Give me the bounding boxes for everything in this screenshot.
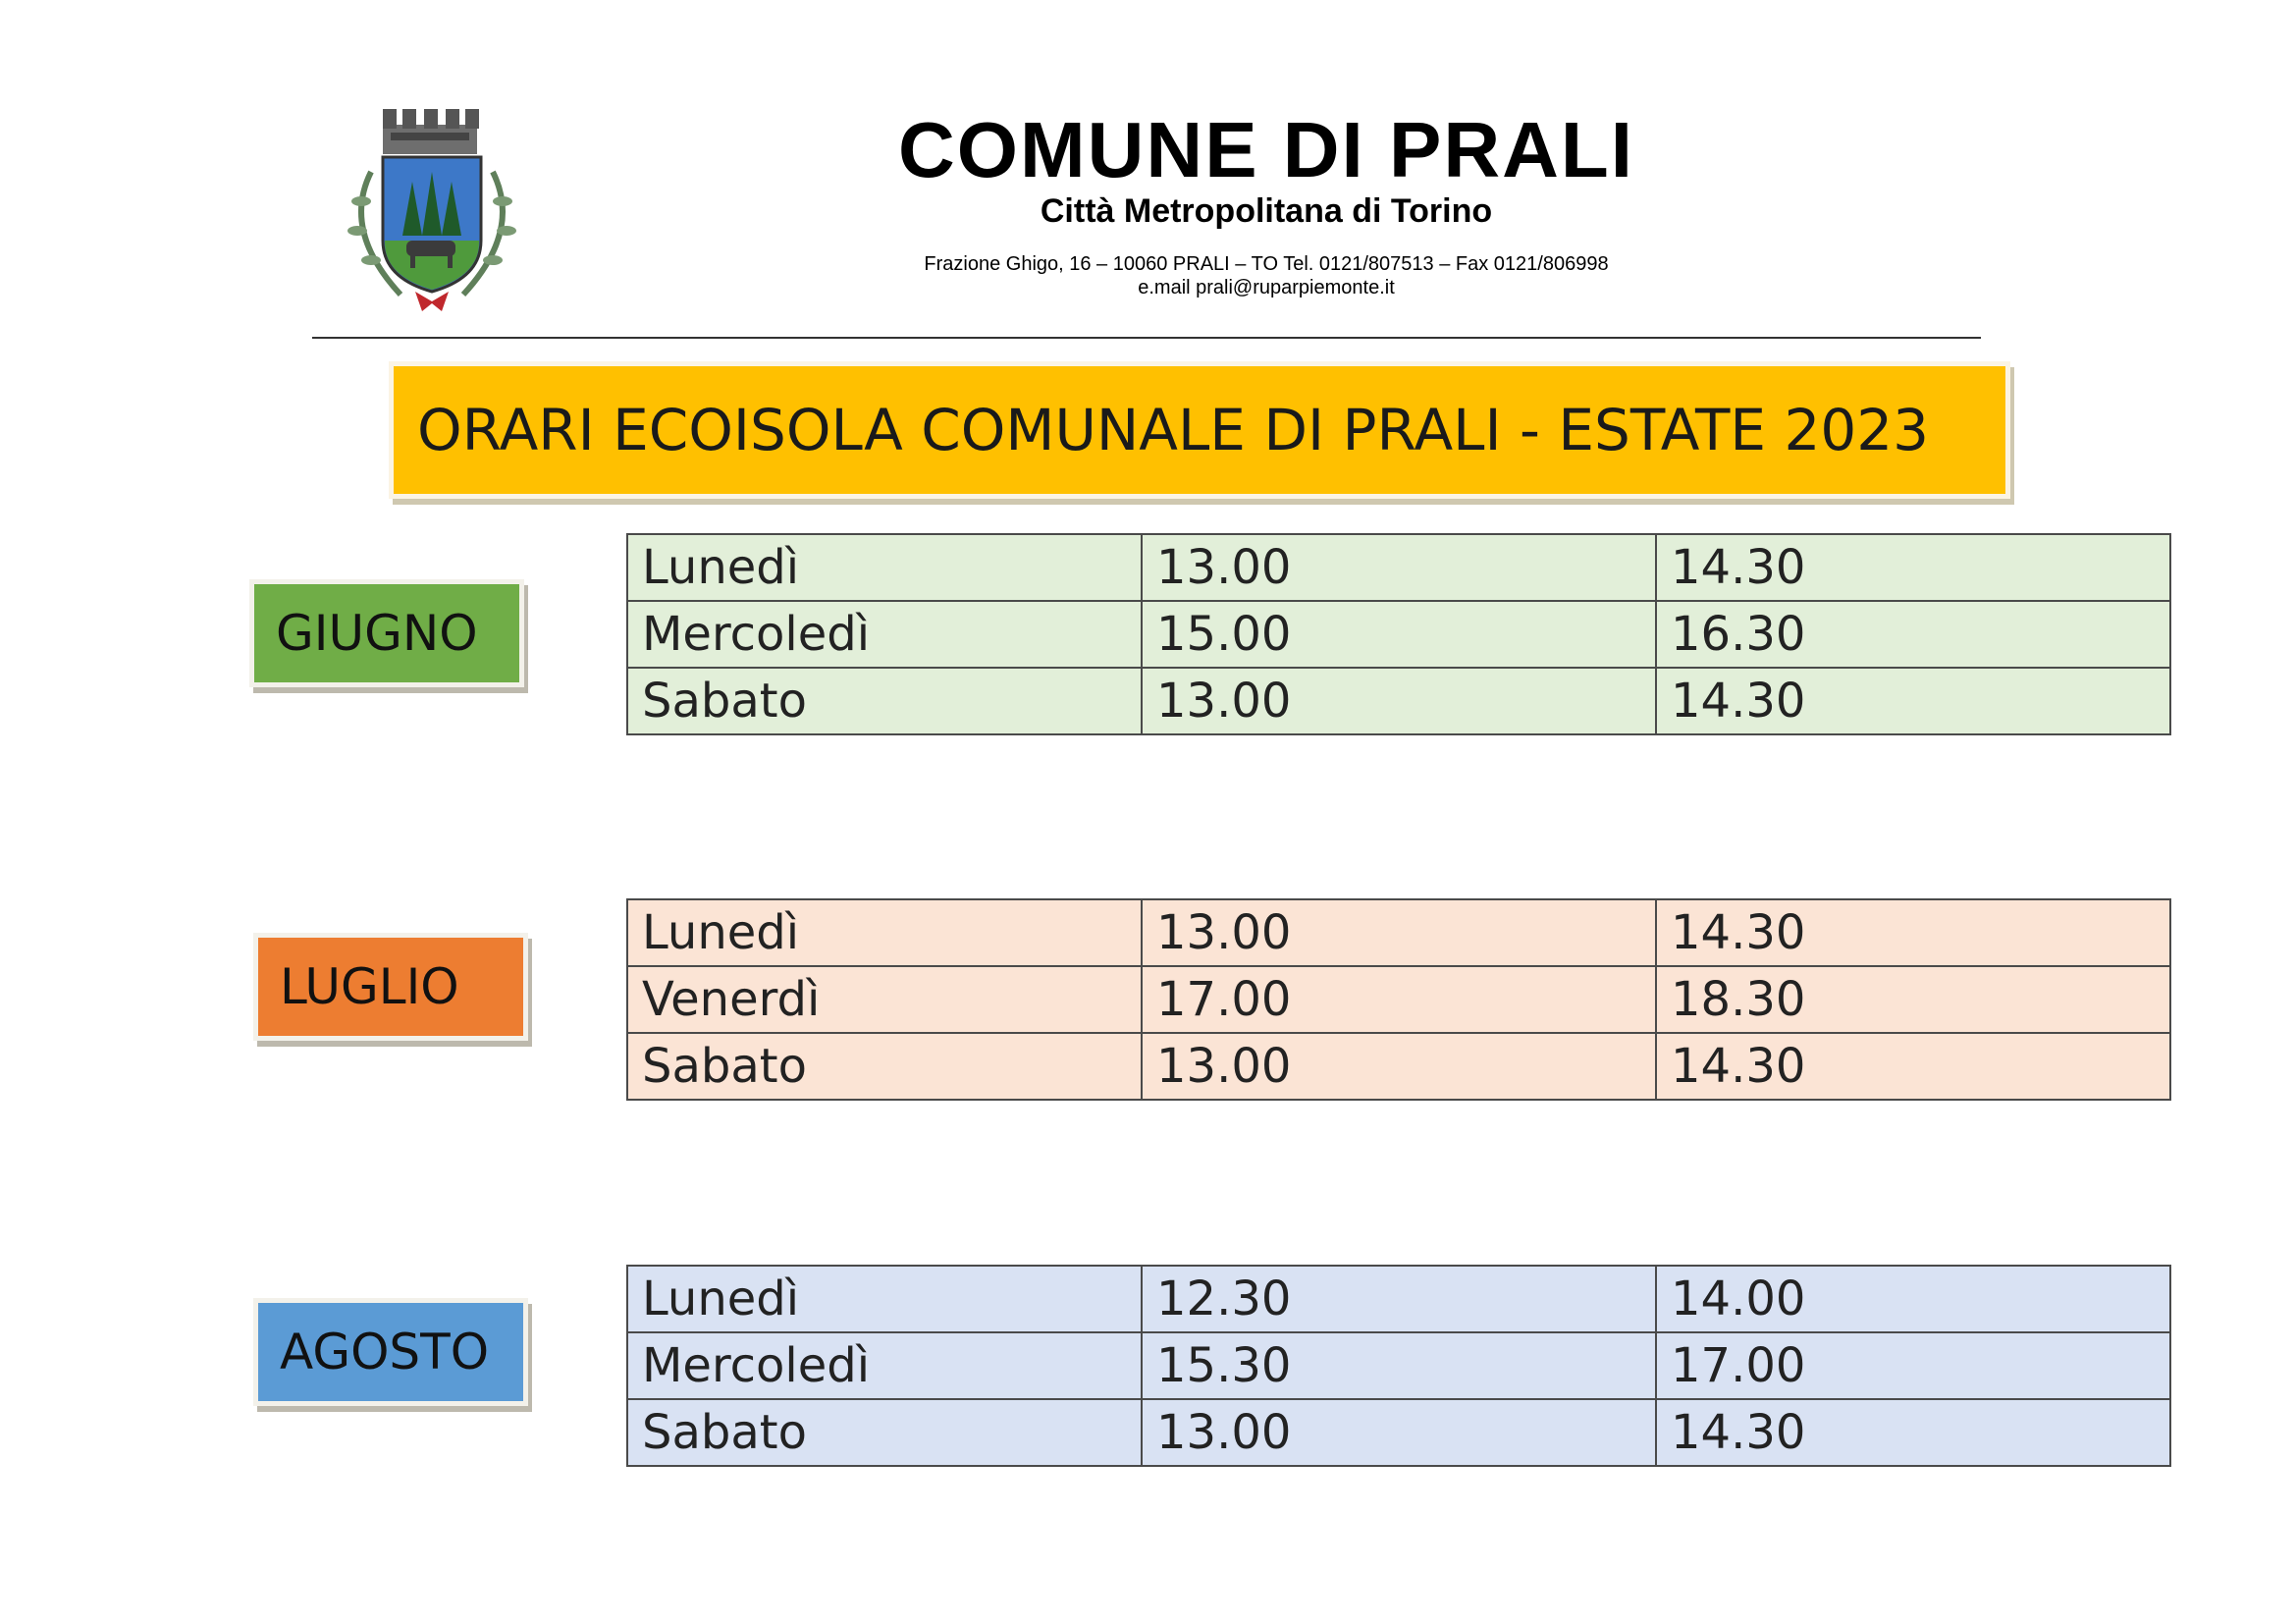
open-time-cell: 13.00 bbox=[1142, 534, 1656, 601]
open-time-cell: 17.00 bbox=[1142, 966, 1656, 1033]
title-banner bbox=[389, 361, 2010, 499]
day-cell: Mercoledì bbox=[627, 1332, 1142, 1399]
table-row bbox=[627, 601, 2170, 668]
schedule-table-luglio bbox=[626, 898, 2171, 1101]
table-row bbox=[627, 1266, 2170, 1332]
day-cell: Sabato bbox=[627, 1033, 1142, 1100]
month-label: LUGLIO bbox=[280, 958, 459, 1015]
open-time-cell: 13.00 bbox=[1142, 1033, 1656, 1100]
day-cell: Lunedì bbox=[627, 1266, 1142, 1332]
schedule-table-giugno bbox=[626, 533, 2171, 735]
org-name: COMUNE DI PRALI bbox=[898, 106, 1634, 193]
day-cell: Sabato bbox=[627, 668, 1142, 734]
open-time-cell: 15.30 bbox=[1142, 1332, 1656, 1399]
open-time-cell: 13.00 bbox=[1142, 1399, 1656, 1466]
schedule-table-agosto bbox=[626, 1265, 2171, 1467]
table-row bbox=[627, 1033, 2170, 1100]
open-time-cell: 15.00 bbox=[1142, 601, 1656, 668]
day-cell: Mercoledì bbox=[627, 601, 1142, 668]
table-row bbox=[627, 534, 2170, 601]
month-label: GIUGNO bbox=[276, 605, 478, 662]
close-time-cell: 14.30 bbox=[1656, 899, 2170, 966]
close-time-cell: 17.00 bbox=[1656, 1332, 2170, 1399]
day-cell: Sabato bbox=[627, 1399, 1142, 1466]
month-label: AGOSTO bbox=[280, 1324, 490, 1380]
municipal-coat-of-arms-icon bbox=[332, 103, 532, 314]
open-time-cell: 12.30 bbox=[1142, 1266, 1656, 1332]
header-divider bbox=[312, 337, 1981, 339]
close-time-cell: 14.30 bbox=[1656, 1399, 2170, 1466]
table-row bbox=[627, 1332, 2170, 1399]
page-title: ORARI ECOISOLA COMUNALE DI PRALI - ESTATE 2023 bbox=[417, 397, 1930, 463]
day-cell: Lunedì bbox=[627, 534, 1142, 601]
month-badge-agosto bbox=[253, 1298, 528, 1406]
table-row bbox=[627, 966, 2170, 1033]
close-time-cell: 16.30 bbox=[1656, 601, 2170, 668]
day-cell: Venerdì bbox=[627, 966, 1142, 1033]
table-row bbox=[627, 899, 2170, 966]
close-time-cell: 14.30 bbox=[1656, 1033, 2170, 1100]
open-time-cell: 13.00 bbox=[1142, 899, 1656, 966]
close-time-cell: 14.30 bbox=[1656, 534, 2170, 601]
open-time-cell: 13.00 bbox=[1142, 668, 1656, 734]
org-email: e.mail prali@ruparpiemonte.it bbox=[1138, 277, 1395, 298]
table-row bbox=[627, 668, 2170, 734]
day-cell: Lunedì bbox=[627, 899, 1142, 966]
close-time-cell: 18.30 bbox=[1656, 966, 2170, 1033]
month-badge-luglio bbox=[253, 933, 528, 1041]
org-subtitle: Città Metropolitana di Torino bbox=[1040, 192, 1493, 230]
month-badge-giugno bbox=[249, 579, 524, 687]
table-row bbox=[627, 1399, 2170, 1466]
close-time-cell: 14.30 bbox=[1656, 668, 2170, 734]
org-address: Frazione Ghigo, 16 – 10060 PRALI – TO Tel. 0121/807513 – Fax 0121/806998 bbox=[924, 253, 1609, 275]
close-time-cell: 14.00 bbox=[1656, 1266, 2170, 1332]
